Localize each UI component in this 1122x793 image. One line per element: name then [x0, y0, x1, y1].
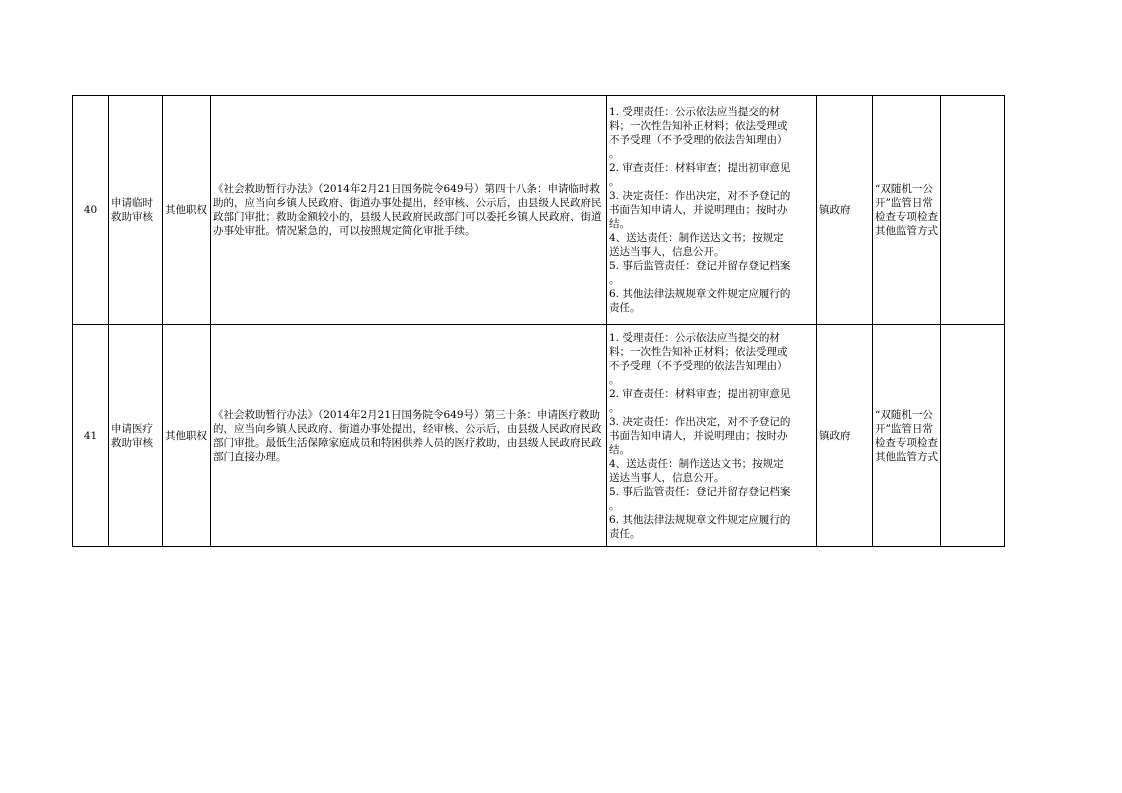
row-number: 41 — [73, 325, 109, 547]
responsibility-line: 责任。 — [609, 527, 641, 540]
responsibility-line: 送达当事人，信息公开。 — [609, 246, 725, 258]
responsibility-line: 书面告知申请人，并说明理由；按时办 — [609, 429, 788, 442]
table-row — [73, 325, 1005, 547]
responsibility-line: 料；一次性告知补正材料；依法受理或 — [609, 345, 788, 358]
responsibility-line: 4、送达责任：制作送达文书；按规定 — [609, 457, 784, 470]
responsibility-line: 6. 其他法律法规规章文件规定应履行的 — [609, 288, 791, 300]
responsibility-line: 。 — [609, 148, 620, 160]
responsibility-line: 4、送达责任：制作送达文书；按规定 — [609, 232, 784, 244]
responsibility-line: 5. 事后监管责任：登记并留存登记档案 — [609, 485, 791, 498]
responsible-subject: 镇政府 — [817, 96, 873, 325]
responsibility-line: 责任。 — [609, 302, 641, 314]
responsibility-table — [72, 95, 1005, 547]
responsibility-list — [607, 96, 817, 325]
item-name: 申请临时救助审核 — [109, 96, 163, 325]
remark-cell — [941, 96, 1005, 325]
responsibility-list — [607, 325, 817, 547]
responsibility-line: 2. 审查责任：材料审查；提出初审意见 — [609, 387, 791, 400]
responsibility-line: 1. 受理责任：公示依法应当提交的材 — [609, 331, 780, 344]
responsibility-line: 料；一次性告知补正材料；依法受理或 — [609, 120, 788, 132]
power-type: 其他职权 — [163, 325, 211, 547]
responsibility-line: 。 — [609, 499, 620, 512]
responsibility-line: 3. 决定责任：作出决定，对不予登记的 — [609, 190, 791, 202]
responsibility-line: 不予受理（不予受理的依法告知理由） — [609, 134, 788, 146]
responsibility-line: 送达当事人，信息公开。 — [609, 471, 725, 484]
table-row — [73, 96, 1005, 325]
responsibility-line: 。 — [609, 401, 620, 414]
responsibility-line: 结。 — [609, 218, 630, 230]
responsibility-line: 结。 — [609, 443, 630, 456]
responsibility-line: 。 — [609, 176, 620, 188]
responsibility-line: 5. 事后监管责任：登记并留存登记档案 — [609, 260, 791, 272]
supervision-methods: “双随机一公开”监管日常检查专项检查其他监管方式 — [873, 325, 941, 547]
responsibility-line: 2. 审查责任：材料审查；提出初审意见 — [609, 162, 791, 174]
legal-basis: 《社会救助暂行办法》（2014年2月21日国务院令649号）第三十条：申请医疗救助的，应当向乡镇人民政府、街道办事处提出，经审核、公示后，由县级人民政府民政部门审批。最低生活保障家庭成员和特困供养人员的医疗救助，由县级人民政府民政部门直接办理。 — [211, 325, 607, 547]
item-name: 申请医疗救助审核 — [109, 325, 163, 547]
remark-cell — [941, 325, 1005, 547]
responsibility-line: 3. 决定责任：作出决定，对不予登记的 — [609, 415, 791, 428]
responsibility-line: 。 — [609, 274, 620, 286]
responsibility-line: 书面告知申请人，并说明理由；按时办 — [609, 204, 788, 216]
responsibility-line: 6. 其他法律法规规章文件规定应履行的 — [609, 513, 791, 526]
responsibility-line: 不予受理（不予受理的依法告知理由） — [609, 359, 788, 372]
responsibility-line: 。 — [609, 373, 620, 386]
responsible-subject: 镇政府 — [817, 325, 873, 547]
power-type: 其他职权 — [163, 96, 211, 325]
responsibility-line: 1. 受理责任：公示依法应当提交的材 — [609, 106, 780, 118]
row-number: 40 — [73, 96, 109, 325]
supervision-methods: “双随机一公开”监管日常检查专项检查其他监管方式 — [873, 96, 941, 325]
legal-basis: 《社会救助暂行办法》（2014年2月21日国务院令649号）第四十八条：申请临时救助的，应当向乡镇人民政府、街道办事处提出，经审核、公示后，由县级人民政府民政部门审批；救助金额较小的，县级人民政府民政部门可以委托乡镇人民政府、街道办事处审批。情况紧急的，可以按照规定简化审批手续。 — [211, 96, 607, 325]
